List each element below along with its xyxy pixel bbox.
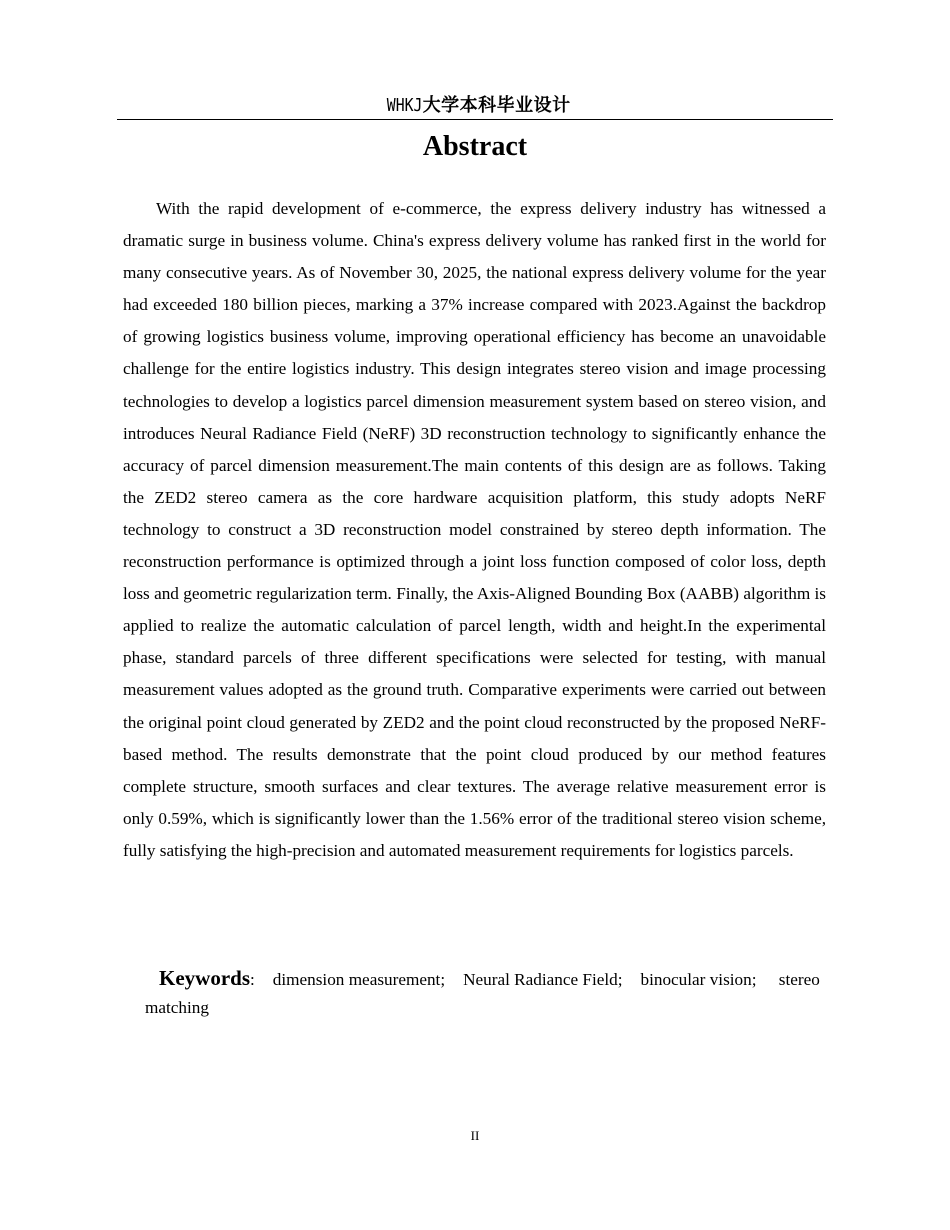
keyword-item: dimension measurement; — [272, 970, 446, 989]
header-rule — [117, 119, 833, 120]
keyword-item: stereo matching — [145, 970, 820, 1017]
header-document-type: 大学本科毕业设计 — [422, 95, 571, 116]
keywords-label: Keywords — [159, 966, 250, 990]
keyword-item: binocular vision; — [640, 970, 757, 989]
keyword-item: Neural Radiance Field; — [463, 970, 623, 989]
abstract-paragraph: With the rapid development of e-commerce, the express delivery industry has witnessed a dramatic surge in business volume. China's express delivery volume has ranked first in the world for many consecutive years. As of November 30, 2025, the national express delivery volume for the year had exceeded 180 billion pieces, marking a 37% increase compared with 2023.Against the backdrop of growing logistics business volume, improving operational efficiency has become an unavoidable challenge for the entire logistics industry. This design integrates stereo vision and image processing technologies to develop a logistics parcel dimension measurement system based on stereo vision, and introduces Neural Radiance Field (NeRF) 3D reconstruction technology to significantly enhance the accuracy of parcel dimension measurement.The main contents of this design are as follows. Taking the ZED2 stereo camera as the core hardware acquisition platform, this study adopts NeRF technology to construct a 3D reconstruction model constrained by stereo depth information. The reconstruction performance is optimized through a joint loss function composed of color loss, depth loss and geometric regularization term. Finally, the Axis-Aligned Bounding Box (AABB) algorithm is applied to realize the automatic calculation of parcel length, width and height.In the experimental phase, standard parcels of three different specifications were selected for testing, with manual measurement values adopted as the ground truth. Comparative experiments were carried out between the original point cloud generated by ZED2 and the point cloud reconstructed by the proposed NeRF-based method. The results demonstrate that the point cloud produced by our method features complete structure, smooth surfaces and clear textures. The average relative measurement error is only 0.59%, which is significantly lower than the 1.56% error of the traditional stereo vision scheme, fully satisfying the high-precision and automated measurement requirements for logistics parcels. — [123, 199, 826, 860]
page-title: Abstract — [422, 131, 528, 162]
header-institution-code: WHKJ — [387, 95, 423, 116]
keywords-line — [145, 964, 835, 1022]
keywords-colon: : — [250, 970, 255, 989]
page-number: II — [470, 1128, 480, 1143]
running-header — [117, 94, 833, 118]
